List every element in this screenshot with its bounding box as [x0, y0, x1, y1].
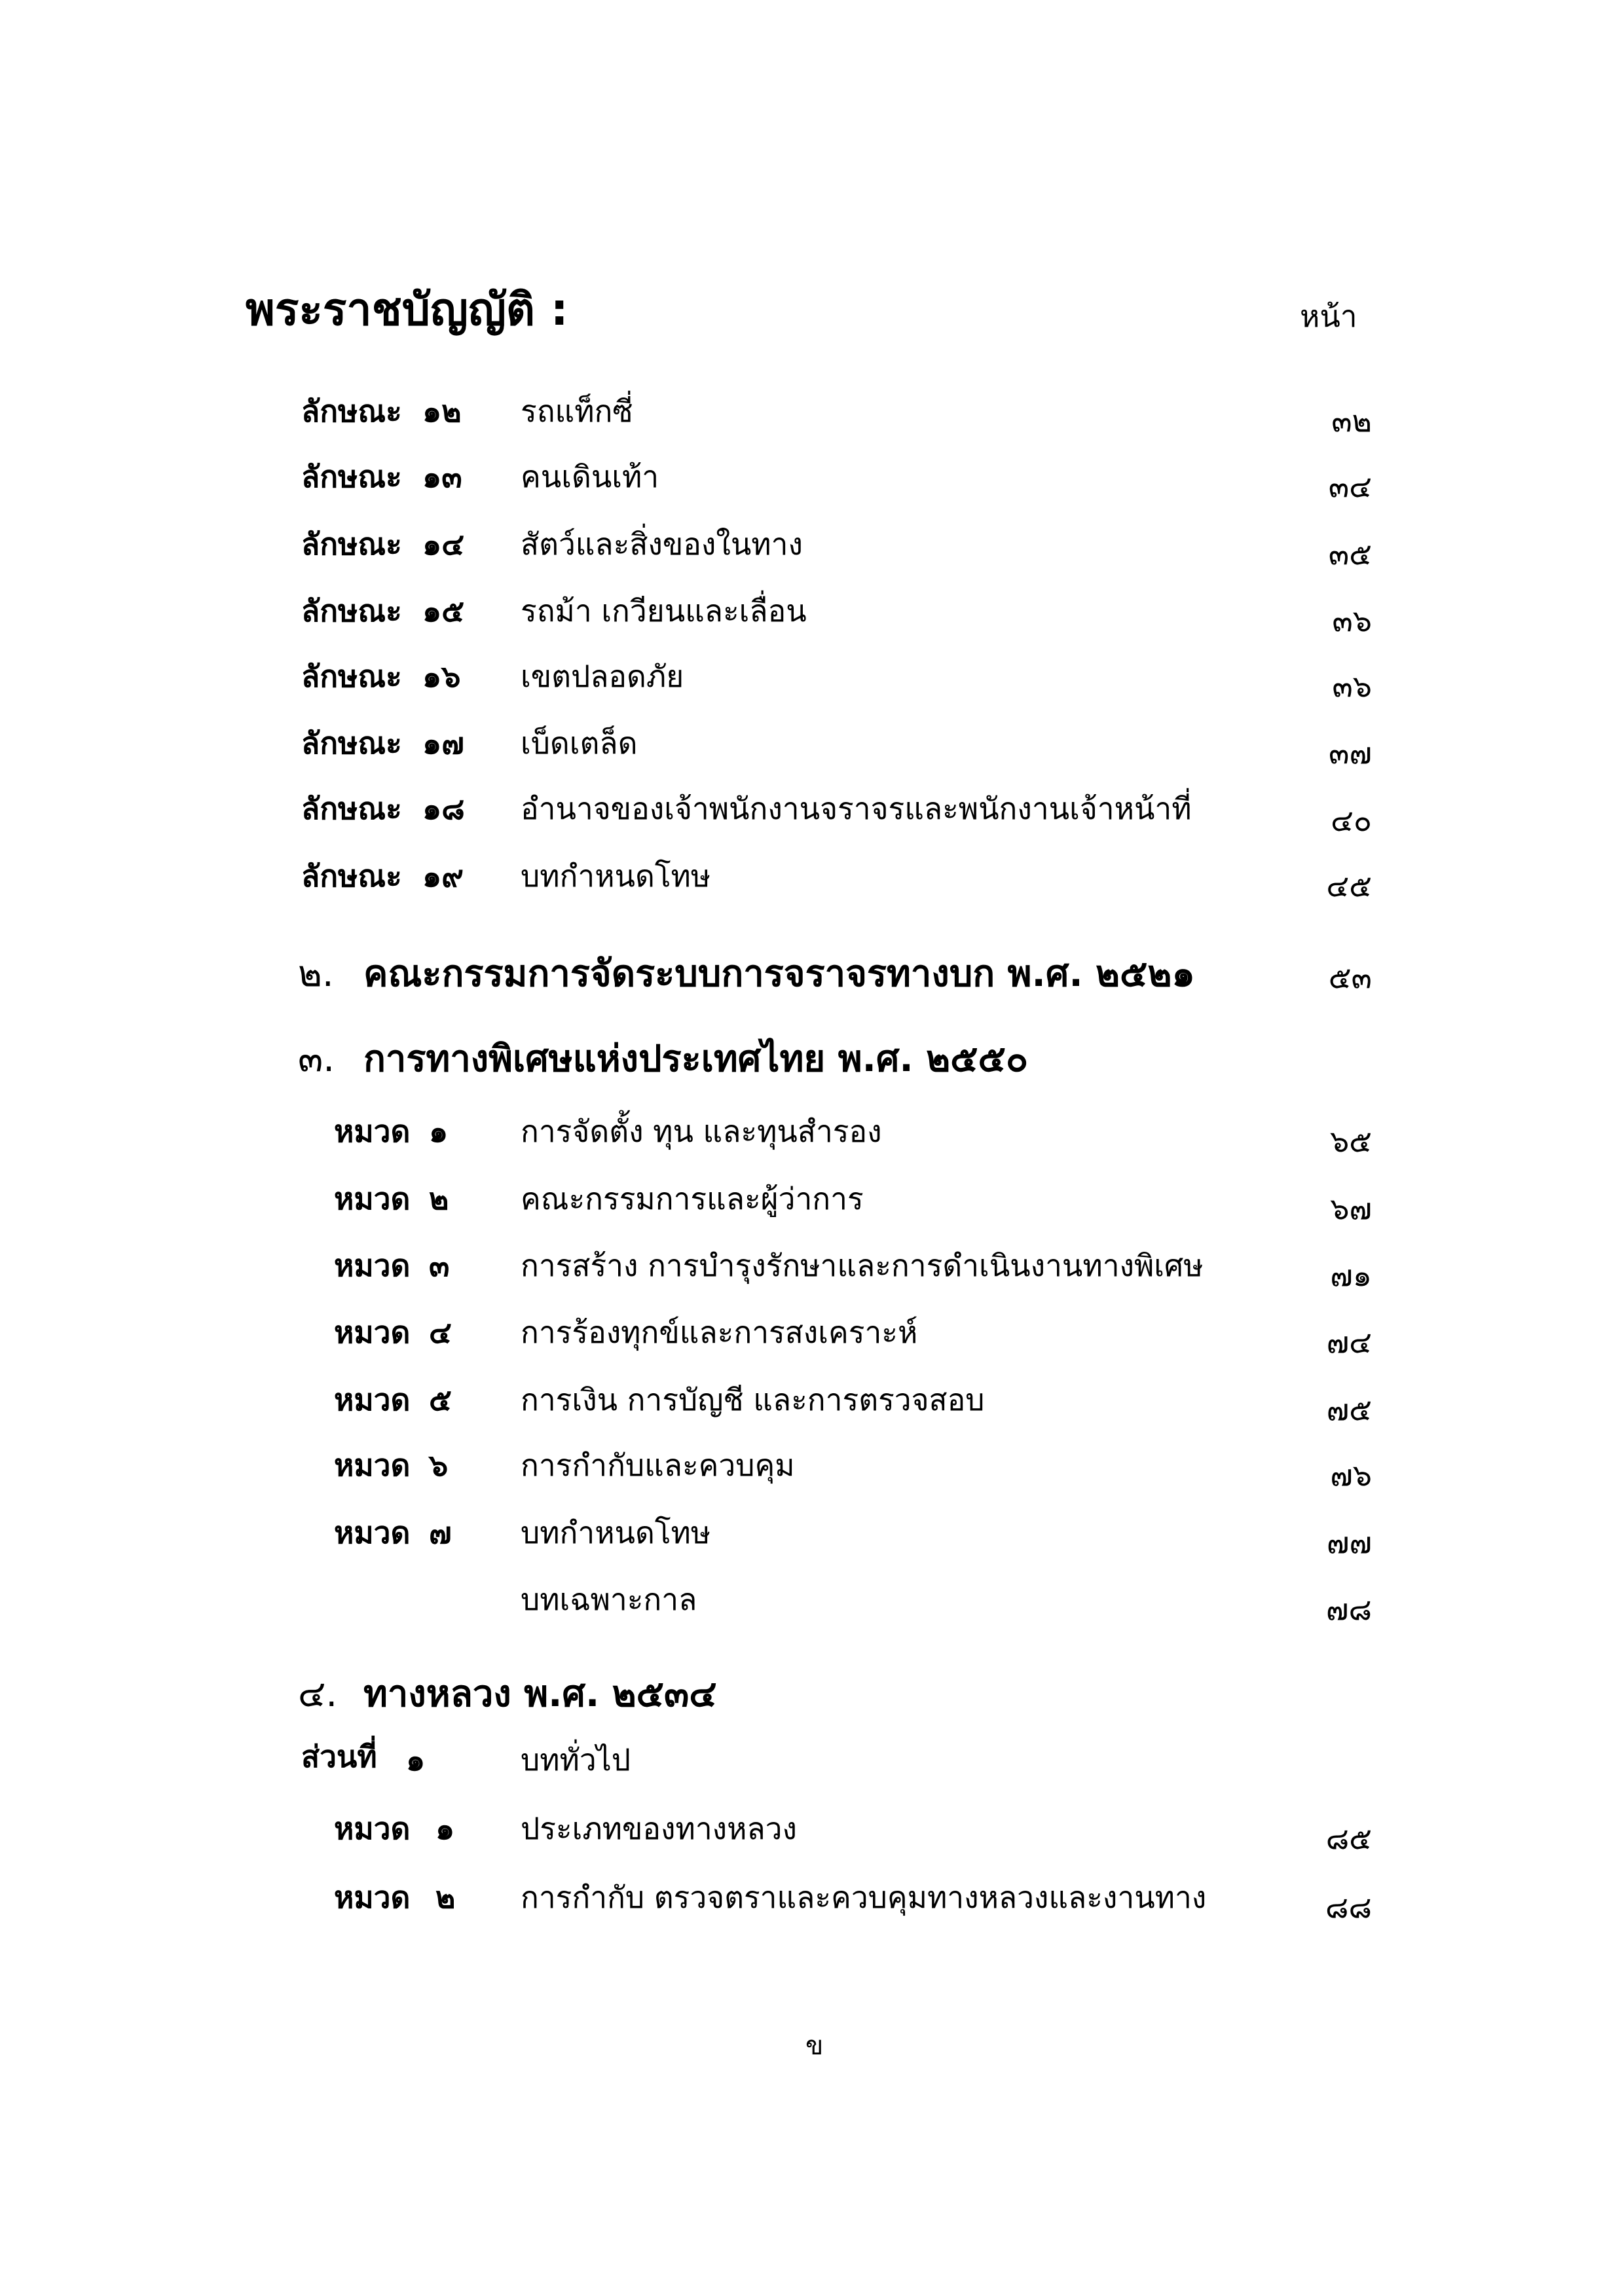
page-number: ๔๐	[1331, 803, 1372, 838]
section-title[interactable]: ทางหลวง พ.ศ. ๒๕๓๔	[363, 1673, 717, 1715]
chapter-title: บทกำหนดโทษ	[521, 1515, 711, 1550]
chapter-number: ๑๖	[422, 659, 461, 694]
page-number: ๓๒	[1331, 403, 1372, 439]
chapter-number: ๑๗	[422, 725, 464, 761]
part-label: ส่วนที่	[301, 1739, 377, 1774]
chapter-label: ลักษณะ	[301, 725, 402, 761]
page-number: ๓๕	[1328, 536, 1372, 572]
chapter-label: หมวด	[334, 1811, 411, 1846]
chapter-label: หมวด	[334, 1448, 411, 1483]
chapter-title: การเงิน การบัญชี และการตรวจสอบ	[521, 1382, 985, 1417]
page-number: ๔๕	[1326, 868, 1372, 903]
chapter-title: บทกำหนดโทษ	[521, 858, 711, 894]
page-number: ๓๔	[1328, 469, 1372, 504]
chapter-label: หมวด	[334, 1880, 411, 1915]
chapter-title: เขตปลอดภัย	[521, 659, 684, 694]
part-number: ๑	[406, 1742, 426, 1777]
section-number: ๔.	[298, 1673, 338, 1715]
page-marker: ข	[805, 2031, 824, 2061]
chapter-label: ลักษณะ	[301, 593, 402, 629]
section-heading	[298, 953, 334, 995]
chapter-label: ลักษณะ	[301, 791, 402, 826]
chapter-label: ลักษณะ	[301, 659, 402, 694]
section-title[interactable]: การทางพิเศษแห่งประเทศไทย พ.ศ. ๒๕๕๐	[363, 1038, 1029, 1080]
chapter-title: บทเฉพาะกาล	[521, 1582, 697, 1617]
chapter-label: หมวด	[334, 1181, 411, 1216]
chapter-label: หมวด	[334, 1248, 411, 1283]
chapter-title: เบ็ดเตล็ด	[521, 725, 638, 761]
page-number: ๖๕	[1329, 1123, 1372, 1159]
chapter-number: ๓	[429, 1248, 450, 1283]
chapter-label: หมวด	[334, 1515, 411, 1550]
page-number: ๘๘	[1325, 1889, 1372, 1925]
chapter-number: ๑๒	[422, 393, 462, 429]
chapter-title: อำนาจของเจ้าพนักงานจราจรและพนักงานเจ้าหน้าที่	[521, 791, 1192, 826]
chapter-title: การกำกับ ตรวจตราและควบคุมทางหลวงและงานทาง	[521, 1880, 1207, 1915]
page-number: ๗๕	[1326, 1392, 1372, 1427]
chapter-number: ๒	[435, 1880, 456, 1915]
chapter-title: รถแท็กซี่	[521, 393, 633, 429]
chapter-title: สัตว์และสิ่งของในทาง	[521, 526, 803, 562]
chapter-label: ลักษณะ	[301, 393, 402, 429]
chapter-number: ๑	[435, 1811, 455, 1846]
page-number: ๓๖	[1332, 603, 1372, 638]
chapter-label: หมวด	[334, 1382, 411, 1417]
chapter-label: หมวด	[334, 1315, 411, 1350]
page-number: ๗๖	[1330, 1457, 1372, 1493]
page-number: ๗๑	[1330, 1258, 1372, 1293]
page-title: พระราชบัญญัติ :	[246, 284, 568, 336]
chapter-title: ประเภทของทางหลวง	[521, 1811, 797, 1846]
section-number: ๓.	[298, 1038, 335, 1080]
chapter-title: คนเดินเท้า	[521, 459, 659, 494]
chapter-number: ๕	[429, 1382, 452, 1417]
page-number: ๕๓	[1328, 960, 1372, 995]
page-number: ๖๗	[1330, 1191, 1372, 1226]
part-title: บททั่วไป	[521, 1742, 631, 1777]
section-heading	[298, 1673, 338, 1715]
chapter-number: ๔	[429, 1315, 452, 1350]
chapter-number: ๖	[429, 1448, 449, 1483]
page-column-label: หน้า	[1300, 299, 1357, 334]
page-number: ๓๗	[1328, 735, 1372, 771]
chapter-number: ๑๔	[422, 526, 465, 562]
chapter-title: การสร้าง การบำรุงรักษาและการดำเนินงานทางพิเศษ	[521, 1248, 1204, 1283]
chapter-title: การกำกับและควบคุม	[521, 1448, 795, 1483]
page-number: ๗๗	[1326, 1525, 1372, 1560]
chapter-title: การจัดตั้ง ทุน และทุนสำรอง	[521, 1114, 882, 1149]
chapter-label: หมวด	[334, 1114, 411, 1149]
chapter-number: ๑๙	[422, 858, 464, 894]
chapter-number: ๑๘	[422, 791, 465, 826]
chapter-label: ลักษณะ	[301, 858, 402, 894]
chapter-number: ๑๓	[422, 459, 462, 494]
section-number: ๒.	[298, 953, 334, 995]
chapter-title: คณะกรรมการและผู้ว่าการ	[521, 1181, 864, 1216]
chapter-label: ลักษณะ	[301, 459, 402, 494]
chapter-title: รถม้า เกวียนและเลื่อน	[521, 593, 807, 629]
page-number: ๓๖	[1332, 668, 1372, 704]
page-number: ๗๘	[1325, 1592, 1372, 1627]
chapter-label: ลักษณะ	[301, 526, 402, 562]
page-number: ๘๕	[1325, 1821, 1372, 1856]
page-number: ๗๔	[1326, 1324, 1372, 1360]
section-heading	[298, 1038, 335, 1080]
chapter-title: การร้องทุกข์และการสงเคราะห์	[521, 1315, 918, 1350]
chapter-number: ๑	[429, 1114, 449, 1149]
section-title: คณะกรรมการจัดระบบการจราจรทางบก พ.ศ. ๒๕๒๑	[363, 953, 1195, 995]
chapter-number: ๑๕	[422, 593, 465, 629]
chapter-number: ๗	[429, 1515, 452, 1550]
chapter-number: ๒	[429, 1181, 449, 1216]
